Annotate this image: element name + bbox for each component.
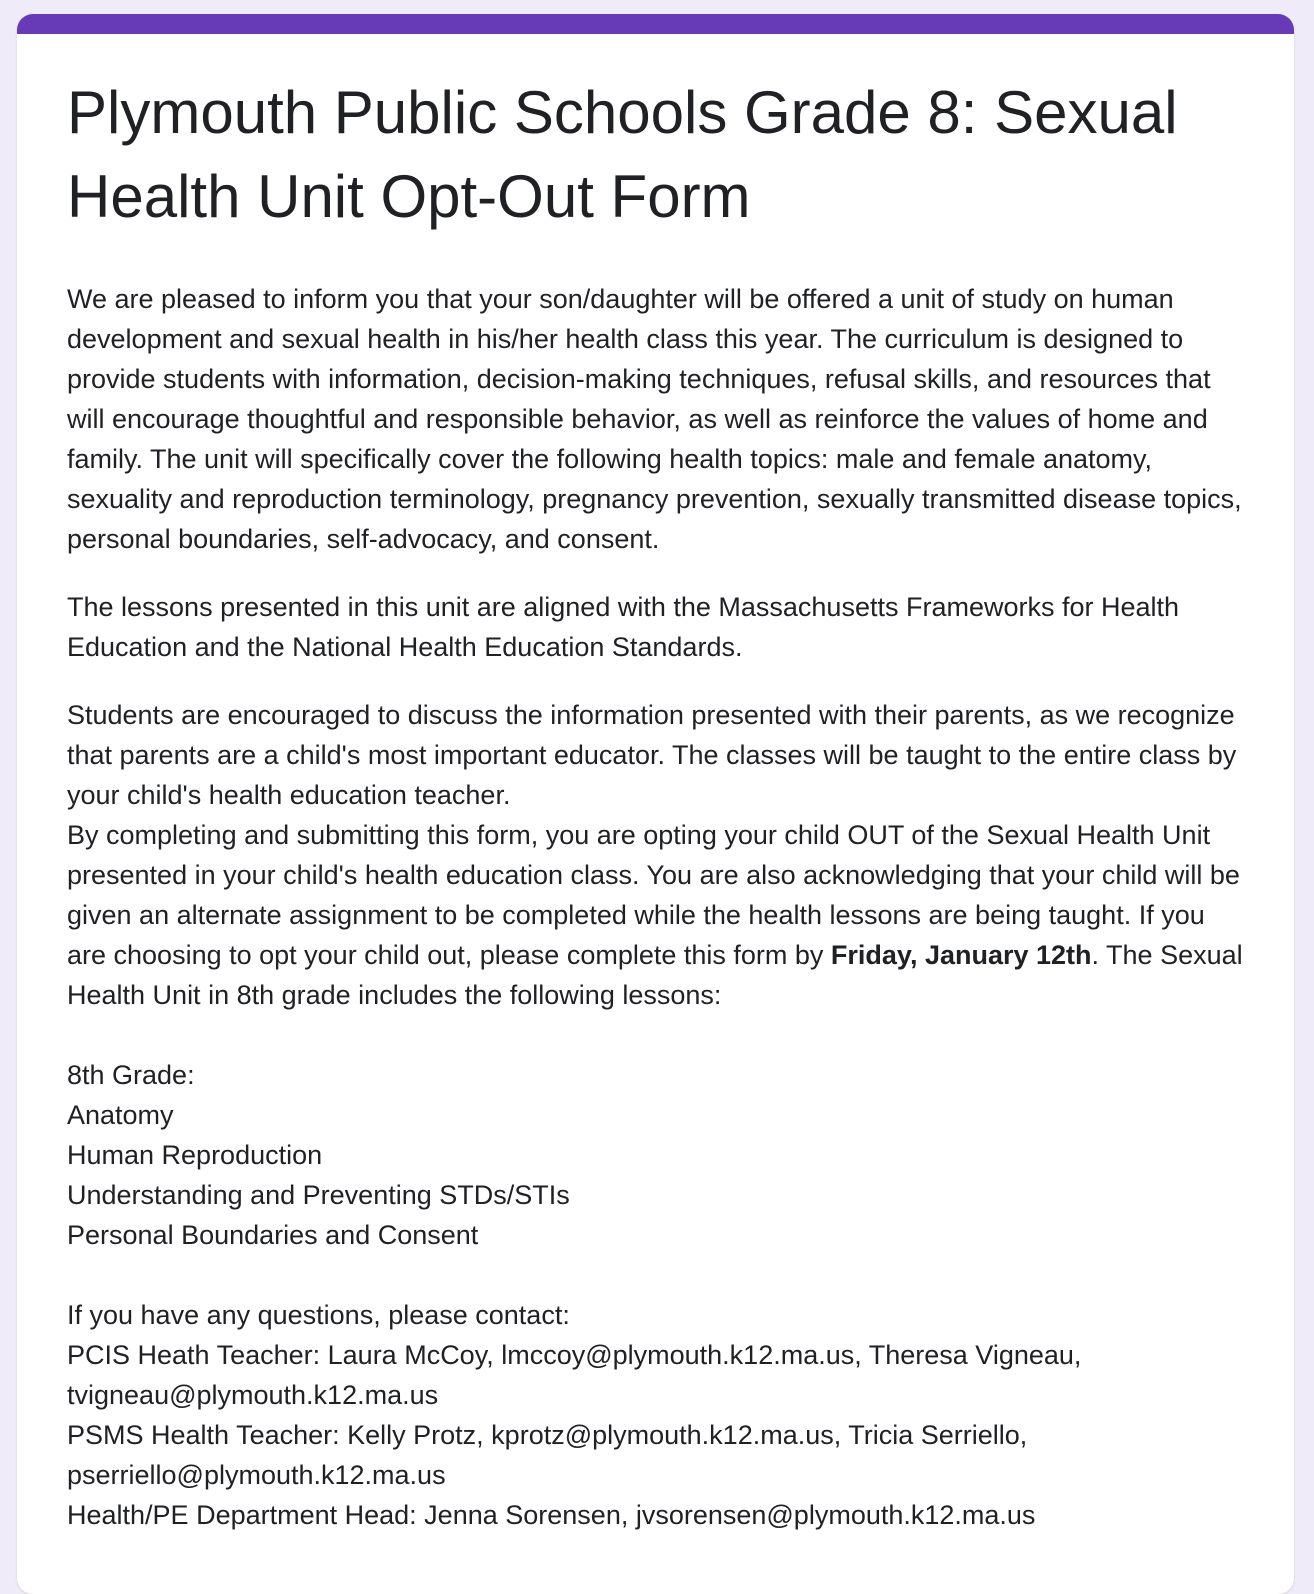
form-header-body	[17, 34, 1294, 1535]
lessons-heading: 8th Grade:	[67, 1060, 195, 1090]
lessons-list	[67, 1055, 1244, 1255]
form-description	[67, 279, 1244, 1535]
contact-line-dept-head: Health/PE Department Head: Jenna Sorensen, jvsorensen@plymouth.k12.ma.us	[67, 1500, 1036, 1530]
standards-paragraph: The lessons presented in this unit are aligned with the Massachusetts Frameworks for Health Education and the National Health Education Standards.	[67, 592, 1180, 662]
contact-line-pcis: PCIS Heath Teacher: Laura McCoy, lmccoy@plymouth.k12.ma.us, Theresa Vigneau, tvigneau@plymouth.k12.ma.us	[67, 1340, 1082, 1410]
contacts-section	[67, 1295, 1244, 1535]
form-header-card	[17, 14, 1294, 1594]
deadline-text: Friday, January 12th	[830, 940, 1092, 970]
contact-line-psms: PSMS Health Teacher: Kelly Protz, kprotz@plymouth.k12.ma.us, Tricia Serriello, pserriello@plymouth.k12.ma.us	[67, 1420, 1028, 1490]
lesson-item: Personal Boundaries and Consent	[67, 1220, 479, 1250]
form-title: Plymouth Public Schools Grade 8: Sexual Health Unit Opt-Out Form	[67, 79, 1178, 230]
intro-paragraph: We are pleased to inform you that your son/daughter will be offered a unit of study on human development and sexual health in his/her health class this year. The curriculum is designed to provide students with information, decision-making techniques, refusal skills, and resources that will encourage thoughtful and responsible behavior, as well as reinforce the values of home and family. The unit will specifically cover the following health topics: male and female anatomy, sexuality and reproduction terminology, pregnancy prevention, sexually transmitted disease topics, personal boundaries, self-advocacy, and consent.	[67, 284, 1242, 554]
parents-paragraph: Students are encouraged to discuss the information presented with their parents, as we recognize that parents are a child's most important educator. The classes will be taught to the entire class by your child's health education teacher.	[67, 700, 1237, 810]
accent-bar	[17, 14, 1294, 34]
spacer	[67, 1015, 1244, 1055]
optout-paragraph	[67, 815, 1244, 1015]
lesson-item: Anatomy	[67, 1100, 174, 1130]
lesson-item: Understanding and Preventing STDs/STIs	[67, 1180, 570, 1210]
optout-text-after: . The Sexual Health Unit in 8th grade includes the following lessons:	[67, 940, 1243, 1010]
spacer	[67, 1255, 1244, 1295]
lesson-item: Human Reproduction	[67, 1140, 323, 1170]
contacts-heading: If you have any questions, please contact:	[67, 1300, 570, 1330]
optout-text: By completing and submitting this form, you are opting your child OUT of the Sexual Health Unit presented in your child's health education class. You are also acknowledging that your child will be given an alternate assignment to be completed while the health lessons are being taught. If you are choosing to opt your child out, please complete this form by	[67, 820, 1240, 970]
